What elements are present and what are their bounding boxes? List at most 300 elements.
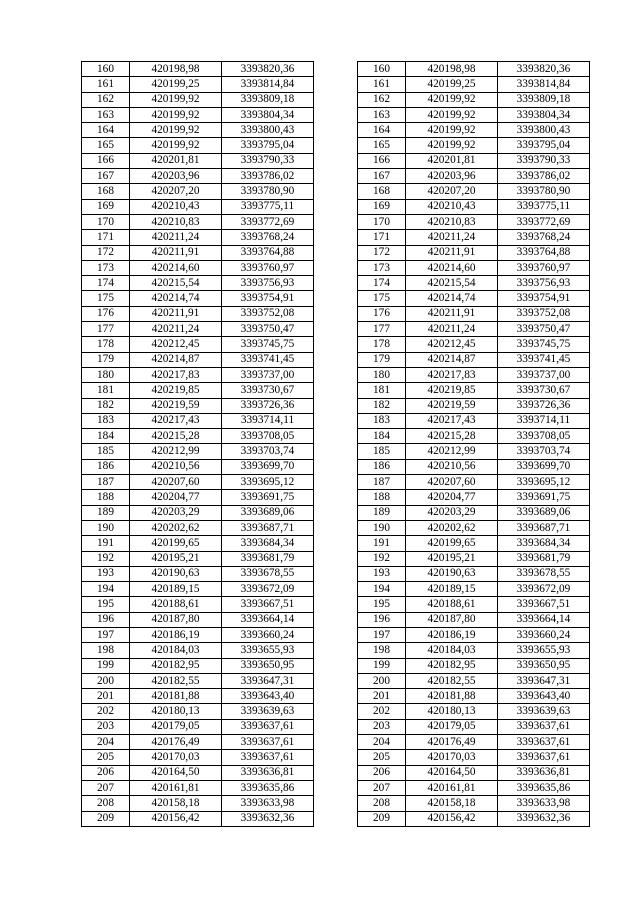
x-coordinate-cell: 420217,83: [130, 367, 222, 382]
x-coordinate-cell: 420211,91: [130, 245, 222, 260]
point-number-cell: 191: [82, 536, 130, 551]
table-row: [358, 92, 590, 107]
table-row: [358, 459, 590, 474]
y-coordinate-cell: 3393820,36: [222, 62, 314, 77]
table-row: [358, 322, 590, 337]
y-coordinate-cell: 3393687,71: [222, 520, 314, 535]
x-coordinate-cell: 420195,21: [406, 551, 498, 566]
y-coordinate-cell: 3393750,47: [222, 322, 314, 337]
point-number-cell: 187: [82, 475, 130, 490]
point-number-cell: 168: [358, 184, 406, 199]
point-number-cell: 199: [358, 658, 406, 673]
table-row: [82, 520, 314, 535]
table-row: [82, 367, 314, 382]
table-row: [82, 765, 314, 780]
table-row: [358, 597, 590, 612]
point-number-cell: 196: [82, 612, 130, 627]
point-number-cell: 192: [82, 551, 130, 566]
point-number-cell: 201: [358, 689, 406, 704]
table-row: [82, 230, 314, 245]
point-number-cell: 190: [358, 520, 406, 535]
point-number-cell: 167: [358, 169, 406, 184]
y-coordinate-cell: 3393768,24: [222, 230, 314, 245]
y-coordinate-cell: 3393635,86: [222, 780, 314, 795]
coordinates-table-right: [357, 61, 590, 827]
x-coordinate-cell: 420215,54: [130, 276, 222, 291]
y-coordinate-cell: 3393655,93: [222, 643, 314, 658]
point-number-cell: 174: [82, 276, 130, 291]
point-number-cell: 186: [358, 459, 406, 474]
y-coordinate-cell: 3393699,70: [498, 459, 590, 474]
point-number-cell: 201: [82, 689, 130, 704]
table-row: [358, 444, 590, 459]
x-coordinate-cell: 420199,92: [130, 123, 222, 138]
point-number-cell: 195: [358, 597, 406, 612]
x-coordinate-cell: 420210,43: [406, 199, 498, 214]
y-coordinate-cell: 3393800,43: [222, 123, 314, 138]
point-number-cell: 181: [358, 383, 406, 398]
point-number-cell: 181: [82, 383, 130, 398]
point-number-cell: 169: [82, 199, 130, 214]
x-coordinate-cell: 420211,24: [130, 322, 222, 337]
y-coordinate-cell: 3393691,75: [498, 490, 590, 505]
point-number-cell: 204: [358, 735, 406, 750]
y-coordinate-cell: 3393637,61: [222, 750, 314, 765]
table-row: [82, 138, 314, 153]
y-coordinate-cell: 3393633,98: [498, 796, 590, 811]
x-coordinate-cell: 420156,42: [130, 811, 222, 826]
x-coordinate-cell: 420212,45: [406, 337, 498, 352]
x-coordinate-cell: 420182,95: [406, 658, 498, 673]
x-coordinate-cell: 420203,96: [406, 169, 498, 184]
y-coordinate-cell: 3393760,97: [498, 260, 590, 275]
point-number-cell: 189: [82, 505, 130, 520]
x-coordinate-cell: 420214,60: [130, 260, 222, 275]
x-coordinate-cell: 420215,28: [406, 429, 498, 444]
y-coordinate-cell: 3393635,86: [498, 780, 590, 795]
table-row: [358, 367, 590, 382]
point-number-cell: 184: [82, 429, 130, 444]
table-row: [82, 153, 314, 168]
x-coordinate-cell: 420214,60: [406, 260, 498, 275]
y-coordinate-cell: 3393637,61: [498, 750, 590, 765]
y-coordinate-cell: 3393786,02: [222, 169, 314, 184]
point-number-cell: 193: [358, 566, 406, 581]
point-number-cell: 162: [82, 92, 130, 107]
point-number-cell: 185: [82, 444, 130, 459]
y-coordinate-cell: 3393741,45: [222, 352, 314, 367]
table-row: [358, 199, 590, 214]
y-coordinate-cell: 3393689,06: [498, 505, 590, 520]
point-number-cell: 200: [358, 673, 406, 688]
table-row: [82, 413, 314, 428]
table-row: [358, 505, 590, 520]
table-row: [358, 673, 590, 688]
coordinates-table-left: [81, 61, 314, 827]
y-coordinate-cell: 3393772,69: [498, 214, 590, 229]
x-coordinate-cell: 420215,54: [406, 276, 498, 291]
point-number-cell: 189: [358, 505, 406, 520]
table-row: [82, 780, 314, 795]
x-coordinate-cell: 420203,29: [406, 505, 498, 520]
x-coordinate-cell: 420179,05: [406, 719, 498, 734]
point-number-cell: 196: [358, 612, 406, 627]
point-number-cell: 163: [358, 107, 406, 122]
x-coordinate-cell: 420195,21: [130, 551, 222, 566]
table-row: [358, 719, 590, 734]
y-coordinate-cell: 3393714,11: [498, 413, 590, 428]
table-row: [358, 490, 590, 505]
y-coordinate-cell: 3393726,36: [498, 398, 590, 413]
y-coordinate-cell: 3393664,14: [222, 612, 314, 627]
y-coordinate-cell: 3393689,06: [222, 505, 314, 520]
x-coordinate-cell: 420201,81: [130, 153, 222, 168]
y-coordinate-cell: 3393745,75: [222, 337, 314, 352]
x-coordinate-cell: 420190,63: [406, 566, 498, 581]
x-coordinate-cell: 420170,03: [406, 750, 498, 765]
x-coordinate-cell: 420180,13: [130, 704, 222, 719]
x-coordinate-cell: 420201,81: [406, 153, 498, 168]
table-row: [82, 505, 314, 520]
y-coordinate-cell: 3393814,84: [498, 77, 590, 92]
x-coordinate-cell: 420207,60: [406, 475, 498, 490]
point-number-cell: 192: [358, 551, 406, 566]
table-row: [82, 77, 314, 92]
table-row: [82, 459, 314, 474]
x-coordinate-cell: 420199,92: [406, 107, 498, 122]
point-number-cell: 162: [358, 92, 406, 107]
y-coordinate-cell: 3393647,31: [222, 673, 314, 688]
y-coordinate-cell: 3393754,91: [498, 291, 590, 306]
y-coordinate-cell: 3393800,43: [498, 123, 590, 138]
y-coordinate-cell: 3393639,63: [222, 704, 314, 719]
x-coordinate-cell: 420215,28: [130, 429, 222, 444]
x-coordinate-cell: 420207,20: [130, 184, 222, 199]
y-coordinate-cell: 3393820,36: [498, 62, 590, 77]
x-coordinate-cell: 420207,20: [406, 184, 498, 199]
point-number-cell: 166: [358, 153, 406, 168]
y-coordinate-cell: 3393691,75: [222, 490, 314, 505]
table-row: [358, 811, 590, 826]
table-row: [358, 352, 590, 367]
table-row: [358, 643, 590, 658]
y-coordinate-cell: 3393647,31: [498, 673, 590, 688]
y-coordinate-cell: 3393708,05: [498, 429, 590, 444]
x-coordinate-cell: 420214,74: [406, 291, 498, 306]
y-coordinate-cell: 3393684,34: [498, 536, 590, 551]
point-number-cell: 160: [82, 62, 130, 77]
table-row: [358, 153, 590, 168]
table-row: [82, 475, 314, 490]
point-number-cell: 194: [82, 582, 130, 597]
x-coordinate-cell: 420156,42: [406, 811, 498, 826]
table-row: [358, 612, 590, 627]
point-number-cell: 173: [358, 260, 406, 275]
table-row: [358, 475, 590, 490]
y-coordinate-cell: 3393756,93: [498, 276, 590, 291]
table-row: [358, 184, 590, 199]
point-number-cell: 186: [82, 459, 130, 474]
y-coordinate-cell: 3393636,81: [498, 765, 590, 780]
point-number-cell: 171: [82, 230, 130, 245]
x-coordinate-cell: 420184,03: [130, 643, 222, 658]
table-row: [358, 383, 590, 398]
x-coordinate-cell: 420182,95: [130, 658, 222, 673]
table-row: [358, 658, 590, 673]
y-coordinate-cell: 3393754,91: [222, 291, 314, 306]
x-coordinate-cell: 420202,62: [130, 520, 222, 535]
point-number-cell: 180: [358, 367, 406, 382]
x-coordinate-cell: 420210,83: [406, 214, 498, 229]
table-row: [82, 383, 314, 398]
y-coordinate-cell: 3393750,47: [498, 322, 590, 337]
x-coordinate-cell: 420161,81: [130, 780, 222, 795]
y-coordinate-cell: 3393726,36: [222, 398, 314, 413]
table-row: [82, 322, 314, 337]
x-coordinate-cell: 420211,24: [406, 230, 498, 245]
y-coordinate-cell: 3393703,74: [222, 444, 314, 459]
point-number-cell: 177: [82, 322, 130, 337]
table-row: [82, 582, 314, 597]
y-coordinate-cell: 3393760,97: [222, 260, 314, 275]
table-row: [358, 62, 590, 77]
table-row: [358, 77, 590, 92]
point-number-cell: 183: [82, 413, 130, 428]
point-number-cell: 203: [358, 719, 406, 734]
point-number-cell: 194: [358, 582, 406, 597]
point-number-cell: 160: [358, 62, 406, 77]
table-row: [82, 123, 314, 138]
point-number-cell: 178: [82, 337, 130, 352]
table-row: [82, 627, 314, 642]
coordinates-table-body: [82, 62, 314, 827]
x-coordinate-cell: 420204,77: [130, 490, 222, 505]
point-number-cell: 161: [82, 77, 130, 92]
table-row: [358, 704, 590, 719]
y-coordinate-cell: 3393636,81: [222, 765, 314, 780]
y-coordinate-cell: 3393786,02: [498, 169, 590, 184]
point-number-cell: 164: [82, 123, 130, 138]
x-coordinate-cell: 420180,13: [406, 704, 498, 719]
x-coordinate-cell: 420219,59: [406, 398, 498, 413]
point-number-cell: 207: [82, 780, 130, 795]
point-number-cell: 178: [358, 337, 406, 352]
y-coordinate-cell: 3393795,04: [498, 138, 590, 153]
y-coordinate-cell: 3393637,61: [498, 735, 590, 750]
point-number-cell: 203: [82, 719, 130, 734]
point-number-cell: 167: [82, 169, 130, 184]
table-row: [82, 62, 314, 77]
table-row: [358, 429, 590, 444]
y-coordinate-cell: 3393637,61: [222, 735, 314, 750]
point-number-cell: 197: [358, 627, 406, 642]
table-row: [358, 138, 590, 153]
x-coordinate-cell: 420217,43: [130, 413, 222, 428]
point-number-cell: 200: [82, 673, 130, 688]
point-number-cell: 209: [82, 811, 130, 826]
table-row: [82, 92, 314, 107]
y-coordinate-cell: 3393809,18: [498, 92, 590, 107]
point-number-cell: 180: [82, 367, 130, 382]
x-coordinate-cell: 420199,92: [130, 138, 222, 153]
x-coordinate-cell: 420199,92: [406, 138, 498, 153]
point-number-cell: 182: [358, 398, 406, 413]
y-coordinate-cell: 3393764,88: [222, 245, 314, 260]
table-row: [82, 214, 314, 229]
point-number-cell: 205: [82, 750, 130, 765]
y-coordinate-cell: 3393695,12: [498, 475, 590, 490]
x-coordinate-cell: 420176,49: [130, 735, 222, 750]
x-coordinate-cell: 420211,24: [130, 230, 222, 245]
x-coordinate-cell: 420179,05: [130, 719, 222, 734]
point-number-cell: 198: [82, 643, 130, 658]
y-coordinate-cell: 3393775,11: [498, 199, 590, 214]
table-row: [82, 566, 314, 581]
point-number-cell: 171: [358, 230, 406, 245]
table-row: [358, 214, 590, 229]
table-row: [358, 765, 590, 780]
point-number-cell: 170: [82, 214, 130, 229]
table-row: [82, 337, 314, 352]
table-row: [358, 306, 590, 321]
table-row: [82, 735, 314, 750]
y-coordinate-cell: 3393637,61: [222, 719, 314, 734]
y-coordinate-cell: 3393639,63: [498, 704, 590, 719]
point-number-cell: 177: [358, 322, 406, 337]
x-coordinate-cell: 420212,99: [406, 444, 498, 459]
x-coordinate-cell: 420212,99: [130, 444, 222, 459]
x-coordinate-cell: 420211,91: [130, 306, 222, 321]
y-coordinate-cell: 3393730,67: [498, 383, 590, 398]
point-number-cell: 183: [358, 413, 406, 428]
y-coordinate-cell: 3393684,34: [222, 536, 314, 551]
table-row: [82, 398, 314, 413]
point-number-cell: 193: [82, 566, 130, 581]
x-coordinate-cell: 420203,29: [130, 505, 222, 520]
table-row: [82, 306, 314, 321]
x-coordinate-cell: 420176,49: [406, 735, 498, 750]
y-coordinate-cell: 3393681,79: [222, 551, 314, 566]
table-row: [358, 107, 590, 122]
x-coordinate-cell: 420189,15: [130, 582, 222, 597]
y-coordinate-cell: 3393795,04: [222, 138, 314, 153]
x-coordinate-cell: 420217,83: [406, 367, 498, 382]
x-coordinate-cell: 420186,19: [406, 627, 498, 642]
point-number-cell: 168: [82, 184, 130, 199]
table-row: [358, 689, 590, 704]
table-row: [82, 704, 314, 719]
y-coordinate-cell: 3393708,05: [222, 429, 314, 444]
point-number-cell: 182: [82, 398, 130, 413]
table-row: [82, 612, 314, 627]
y-coordinate-cell: 3393660,24: [222, 627, 314, 642]
x-coordinate-cell: 420212,45: [130, 337, 222, 352]
x-coordinate-cell: 420199,65: [406, 536, 498, 551]
y-coordinate-cell: 3393737,00: [498, 367, 590, 382]
point-number-cell: 169: [358, 199, 406, 214]
x-coordinate-cell: 420214,87: [130, 352, 222, 367]
x-coordinate-cell: 420198,98: [130, 62, 222, 77]
y-coordinate-cell: 3393752,08: [222, 306, 314, 321]
point-number-cell: 172: [358, 245, 406, 260]
x-coordinate-cell: 420198,98: [406, 62, 498, 77]
point-number-cell: 207: [358, 780, 406, 795]
x-coordinate-cell: 420214,87: [406, 352, 498, 367]
table-row: [358, 750, 590, 765]
y-coordinate-cell: 3393643,40: [222, 689, 314, 704]
y-coordinate-cell: 3393681,79: [498, 551, 590, 566]
x-coordinate-cell: 420187,80: [130, 612, 222, 627]
x-coordinate-cell: 420158,18: [130, 796, 222, 811]
y-coordinate-cell: 3393804,34: [222, 107, 314, 122]
y-coordinate-cell: 3393741,45: [498, 352, 590, 367]
x-coordinate-cell: 420214,74: [130, 291, 222, 306]
x-coordinate-cell: 420199,92: [130, 107, 222, 122]
y-coordinate-cell: 3393672,09: [498, 582, 590, 597]
table-row: [358, 780, 590, 795]
point-number-cell: 176: [358, 306, 406, 321]
x-coordinate-cell: 420219,85: [406, 383, 498, 398]
y-coordinate-cell: 3393650,95: [222, 658, 314, 673]
table-row: [82, 689, 314, 704]
point-number-cell: 195: [82, 597, 130, 612]
y-coordinate-cell: 3393714,11: [222, 413, 314, 428]
y-coordinate-cell: 3393664,14: [498, 612, 590, 627]
table-row: [82, 796, 314, 811]
table-row: [82, 199, 314, 214]
y-coordinate-cell: 3393772,69: [222, 214, 314, 229]
point-number-cell: 166: [82, 153, 130, 168]
x-coordinate-cell: 420211,91: [406, 245, 498, 260]
point-number-cell: 164: [358, 123, 406, 138]
table-row: [358, 123, 590, 138]
y-coordinate-cell: 3393780,90: [222, 184, 314, 199]
x-coordinate-cell: 420161,81: [406, 780, 498, 795]
x-coordinate-cell: 420189,15: [406, 582, 498, 597]
table-row: [358, 582, 590, 597]
table-row: [82, 276, 314, 291]
y-coordinate-cell: 3393730,67: [222, 383, 314, 398]
x-coordinate-cell: 420210,83: [130, 214, 222, 229]
point-number-cell: 161: [358, 77, 406, 92]
table-row: [82, 811, 314, 826]
y-coordinate-cell: 3393695,12: [222, 475, 314, 490]
point-number-cell: 185: [358, 444, 406, 459]
table-row: [82, 107, 314, 122]
point-number-cell: 172: [82, 245, 130, 260]
y-coordinate-cell: 3393737,00: [222, 367, 314, 382]
x-coordinate-cell: 420210,56: [406, 459, 498, 474]
table-row: [82, 719, 314, 734]
table-row: [358, 291, 590, 306]
point-number-cell: 170: [358, 214, 406, 229]
x-coordinate-cell: 420199,25: [130, 77, 222, 92]
point-number-cell: 165: [82, 138, 130, 153]
point-number-cell: 175: [82, 291, 130, 306]
y-coordinate-cell: 3393660,24: [498, 627, 590, 642]
y-coordinate-cell: 3393768,24: [498, 230, 590, 245]
point-number-cell: 208: [82, 796, 130, 811]
y-coordinate-cell: 3393790,33: [222, 153, 314, 168]
x-coordinate-cell: 420199,92: [130, 92, 222, 107]
x-coordinate-cell: 420170,03: [130, 750, 222, 765]
table-row: [82, 643, 314, 658]
table-row: [358, 398, 590, 413]
y-coordinate-cell: 3393780,90: [498, 184, 590, 199]
table-row: [82, 169, 314, 184]
point-number-cell: 179: [82, 352, 130, 367]
x-coordinate-cell: 420187,80: [406, 612, 498, 627]
